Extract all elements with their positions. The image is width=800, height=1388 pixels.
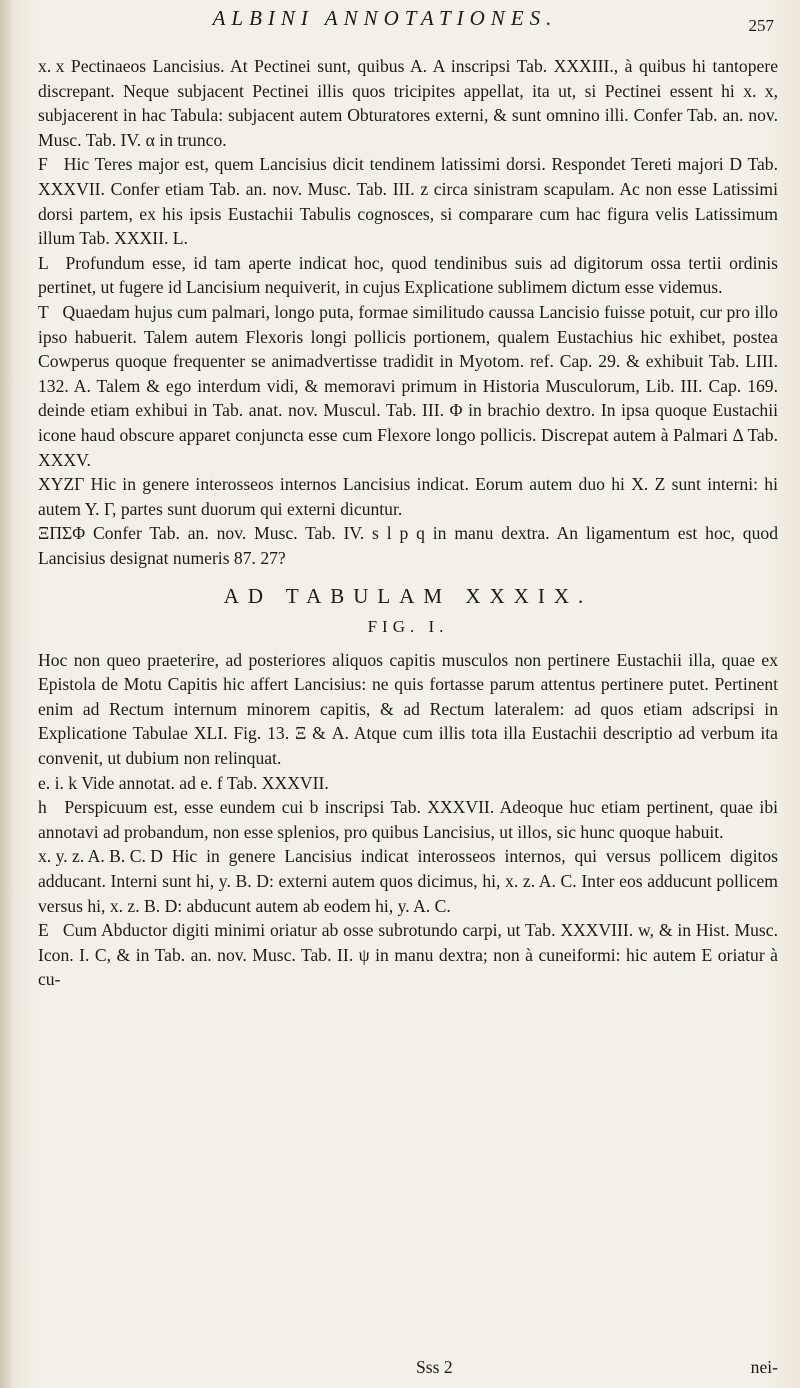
annotation-text: Vide annotat. ad e. f Tab. XXXVII. (81, 772, 329, 793)
annotation-text: Hic in genere interosseos internos Lancisius indicat. Eorum autem duo hi X. Z sunt interni: hi autem Y. Γ, partes sunt duorum qui externi dicuntur. (38, 474, 778, 519)
annotation-text: Profundum esse, id tam aperte indicat hoc, quod tendinibus suis ad digitorum ossa tertii ordinis pertinet, ut fugere id Lancisium nequiverit, in cujus Explicatione sublimem dictum esse videmus. (38, 252, 778, 298)
section-heading: AD TABULAM XXXIX. (223, 584, 593, 609)
figure-label: FIG. I. (367, 617, 449, 637)
page-body (38, 54, 778, 992)
annotation-text: Pectinaeos Lancisius. At Pectinei sunt, quibus A. A inscripsi Tab. XXXIII., à quibus hi tantopere discrepant. Neque subjacent Pectinei illis quos tricipites appellat, ita ut, si Pectinei essent hi x. x, subjacerent in hac Tabula: subjacent autem Obturatores externi, & sunt omnino illi. Confer Tab. an. nov. Musc. Tab. IV. α in trunco. (38, 56, 779, 150)
page-binding-shadow (0, 0, 14, 1388)
annotation-mark: x. y. z. A. B. C. D (38, 846, 163, 867)
annotation-paragraph (38, 918, 778, 992)
annotation-mark: ΞΠΣΦ (38, 523, 86, 544)
annotation-text: Confer Tab. an. nov. Musc. Tab. IV. s l p q in manu dextra. An ligamentum est hoc, quod Lancisius designat numeris 87. 27? (38, 523, 778, 568)
annotation-text: Hoc non queo praeterire, ad posteriores aliquos capitis musculos non pertinere Eustachii illa, quae ex Epistola de Motu Capitis hic affert Lancisius: ne quis fortasse parum attentus pertinere putet. Pertinent enim ad Rectum internum minorem capitis, & ad Rectum lateralem: ad quos etiam adscripsi in Explicatione Tabulae XLI. Fig. 13. Ξ & A. Atque cum illis tota illa Eustachii descriptio ad verbum ita convenit, ut dubium non relinquat. (38, 649, 778, 769)
annotation-mark: h (38, 797, 47, 818)
annotation-paragraph (38, 795, 778, 844)
annotation-paragraph (38, 472, 778, 521)
annotation-paragraph (38, 844, 778, 918)
annotation-mark: L (38, 252, 49, 273)
catchword: nei- (750, 1357, 778, 1377)
annotation-mark: T (38, 301, 49, 322)
annotation-mark: x. x (38, 56, 65, 76)
annotation-mark: F (38, 154, 48, 175)
annotation-text: Perspicuum est, esse eundem cui b inscripsi Tab. XXXVII. Adeoque huc etiam pertinent, quae ibi annotavi ad probandum, non esse splenios, pro quibus Lancisius, ut illos, sic hunc quoque habuit. (38, 797, 779, 842)
annotation-mark: XYZΓ (38, 474, 85, 495)
annotation-paragraph (38, 251, 778, 300)
running-title: ALBINI ANNOTATIONES. (212, 6, 558, 30)
annotation-mark: e. i. k (38, 772, 78, 793)
annotation-paragraph (38, 771, 778, 796)
page-number: 257 (748, 16, 774, 35)
annotation-mark: E (38, 920, 49, 941)
annotation-text: Hic in genere Lancisius indicat interosseos internos, qui versus pollicem digitos adducant. Interni sunt hi, y. B. D: externi autem quos dicimus, hi, x. z. A. C. Inter eos adducunt pollicem versus hi, x. z. B. D: abducunt autem ab eodem hi, y. A. C. (38, 846, 778, 916)
annotation-paragraph (38, 521, 778, 570)
annotation-text: Hic Teres major est, quem Lancisius dicit tendinem latissimi dorsi. Respondet Tereti majori D Tab. XXXVII. Confer etiam Tab. an. nov. Musc. Tab. III. z circa sinistram scapulam. Ac non esse Latissimi dorsi partem, ex his ipsis Eustachii Tabulis cognosces, si comparare cum hac figura velis Latissimum illum Tab. XXXII. L. (38, 154, 778, 249)
signature-mark: Sss 2 (416, 1357, 453, 1377)
annotation-paragraph (38, 300, 778, 472)
annotation-paragraph (38, 648, 778, 771)
annotation-paragraph (38, 152, 778, 250)
annotation-paragraph (38, 54, 778, 152)
annotation-text: Cum Abductor digiti minimi oriatur ab osse subrotundo carpi, ut Tab. XXXVIII. w, & in Hist. Musc. Icon. I. C, & in Tab. an. nov. Musc. Tab. II. ψ in manu dextra; non à cuneiformi: hic autem E oriatur à cu- (38, 920, 778, 990)
annotation-text: Quaedam hujus cum palmari, longo puta, formae similitudo caussa Lancisio fuisse potuit, cur pro illo ipso habuerit. Talem autem Flexoris longi pollicis portionem, qualem Eustachius hic exhibet, postea Cowperus quoque frequenter se animadvertisse tradidit in Myotom. ref. Cap. 29. & exhibuit Tab. LIII. 132. A. Talem & ego interdum vidi, & memoravi primum in Historia Musculorum, Lib. III. Cap. 169. deinde etiam exhibui in Tab. anat. nov. Muscul. Tab. III. Φ in brachio dextro. In ipsa quoque Eustachii icone haud obscure apparet conjuncta esse cum Flexore longo pollicis. Discrepat autem à Palmari Δ Tab. XXXV. (38, 301, 778, 470)
